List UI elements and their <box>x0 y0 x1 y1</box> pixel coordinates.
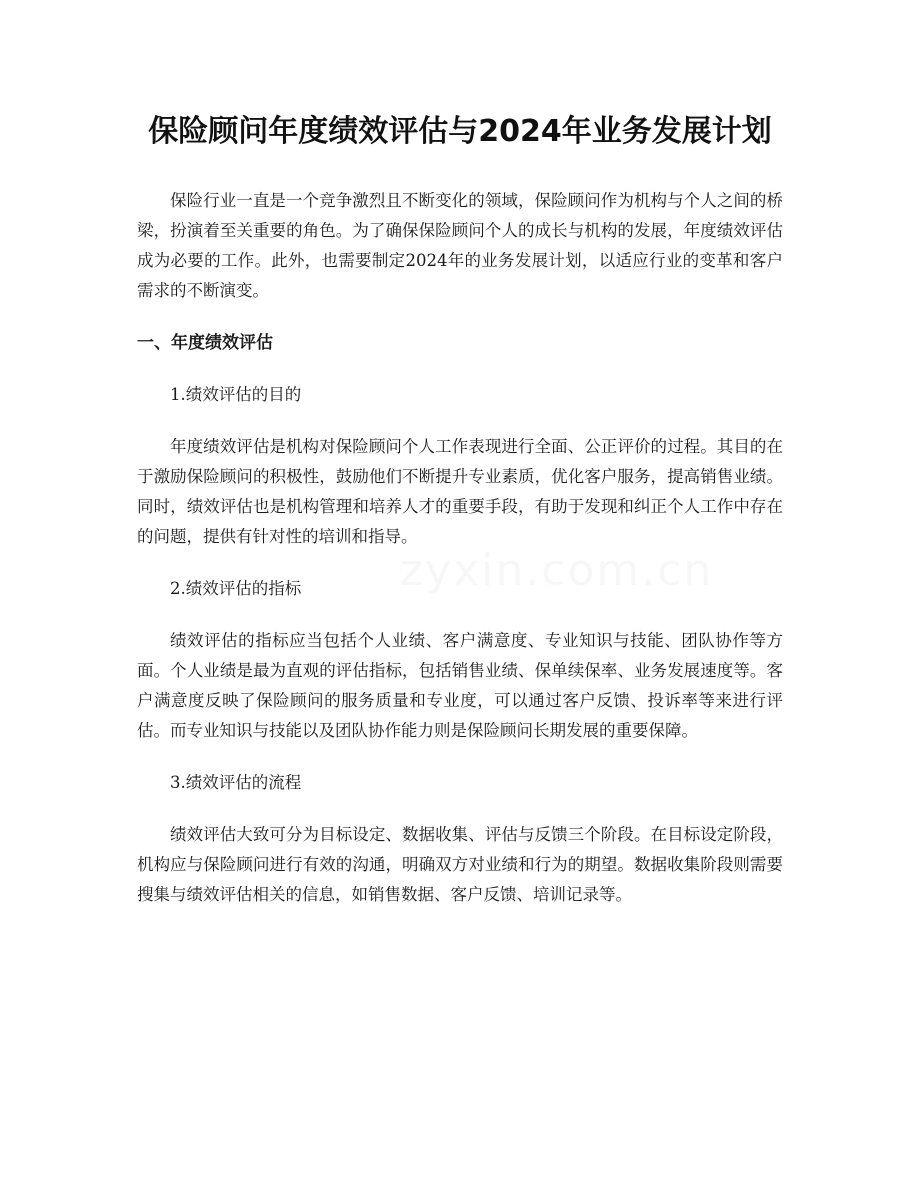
document-title: 保险顾问年度绩效评估与2024年业务发展计划 <box>148 114 772 149</box>
subheading-process: 3.绩效评估的流程 <box>170 773 302 792</box>
paragraph-process: 绩效评估大致可分为目标设定、数据收集、评估与反馈三个阶段。在目标设定阶段，机构应与保险顾问进行有效的沟通，明确双方对业绩和行为的期望。数据收集阶段则需要搜集与绩效评估相关的信息，如销售数据、客户反馈、培训记录等。 <box>137 825 783 904</box>
paragraph-purpose: 年度绩效评估是机构对保险顾问个人工作表现进行全面、公正评价的过程。其目的在于激励保险顾问的积极性，鼓励他们不断提升专业素质，优化客户服务，提高销售业绩。同时，绩效评估也是机构管理和培养人才的重要手段，有助于发现和纠正个人工作中存在的问题，提供有针对性的培训和指导。 <box>137 437 783 546</box>
section-heading-performance-review: 一、年度绩效评估 <box>137 333 273 353</box>
subheading-purpose: 1.绩效评估的目的 <box>170 385 302 404</box>
watermark: zyxin.com.cn <box>400 545 714 596</box>
paragraph-indicators: 绩效评估的指标应当包括个人业绩、客户满意度、专业知识与技能、团队协作等方面。个人业绩是最为直观的评估指标，包括销售业绩、保单续保率、业务发展速度等。客户满意度反映了保险顾问的服务质量和专业度，可以通过客户反馈、投诉率等来进行评估。而专业知识与技能以及团队协作能力则是保险顾问长期发展的重要保障。 <box>137 631 783 740</box>
subheading-indicators: 2.绩效评估的指标 <box>170 579 302 598</box>
intro-paragraph: 保险行业一直是一个竞争激烈且不断变化的领域，保险顾问作为机构与个人之间的桥梁，扮演着至关重要的角色。为了确保保险顾问个人的成长与机构的发展，年度绩效评估成为必要的工作。此外，也需要制定2024年的业务发展计划，以适应行业的变革和客户需求的不断演变。 <box>137 191 783 300</box>
